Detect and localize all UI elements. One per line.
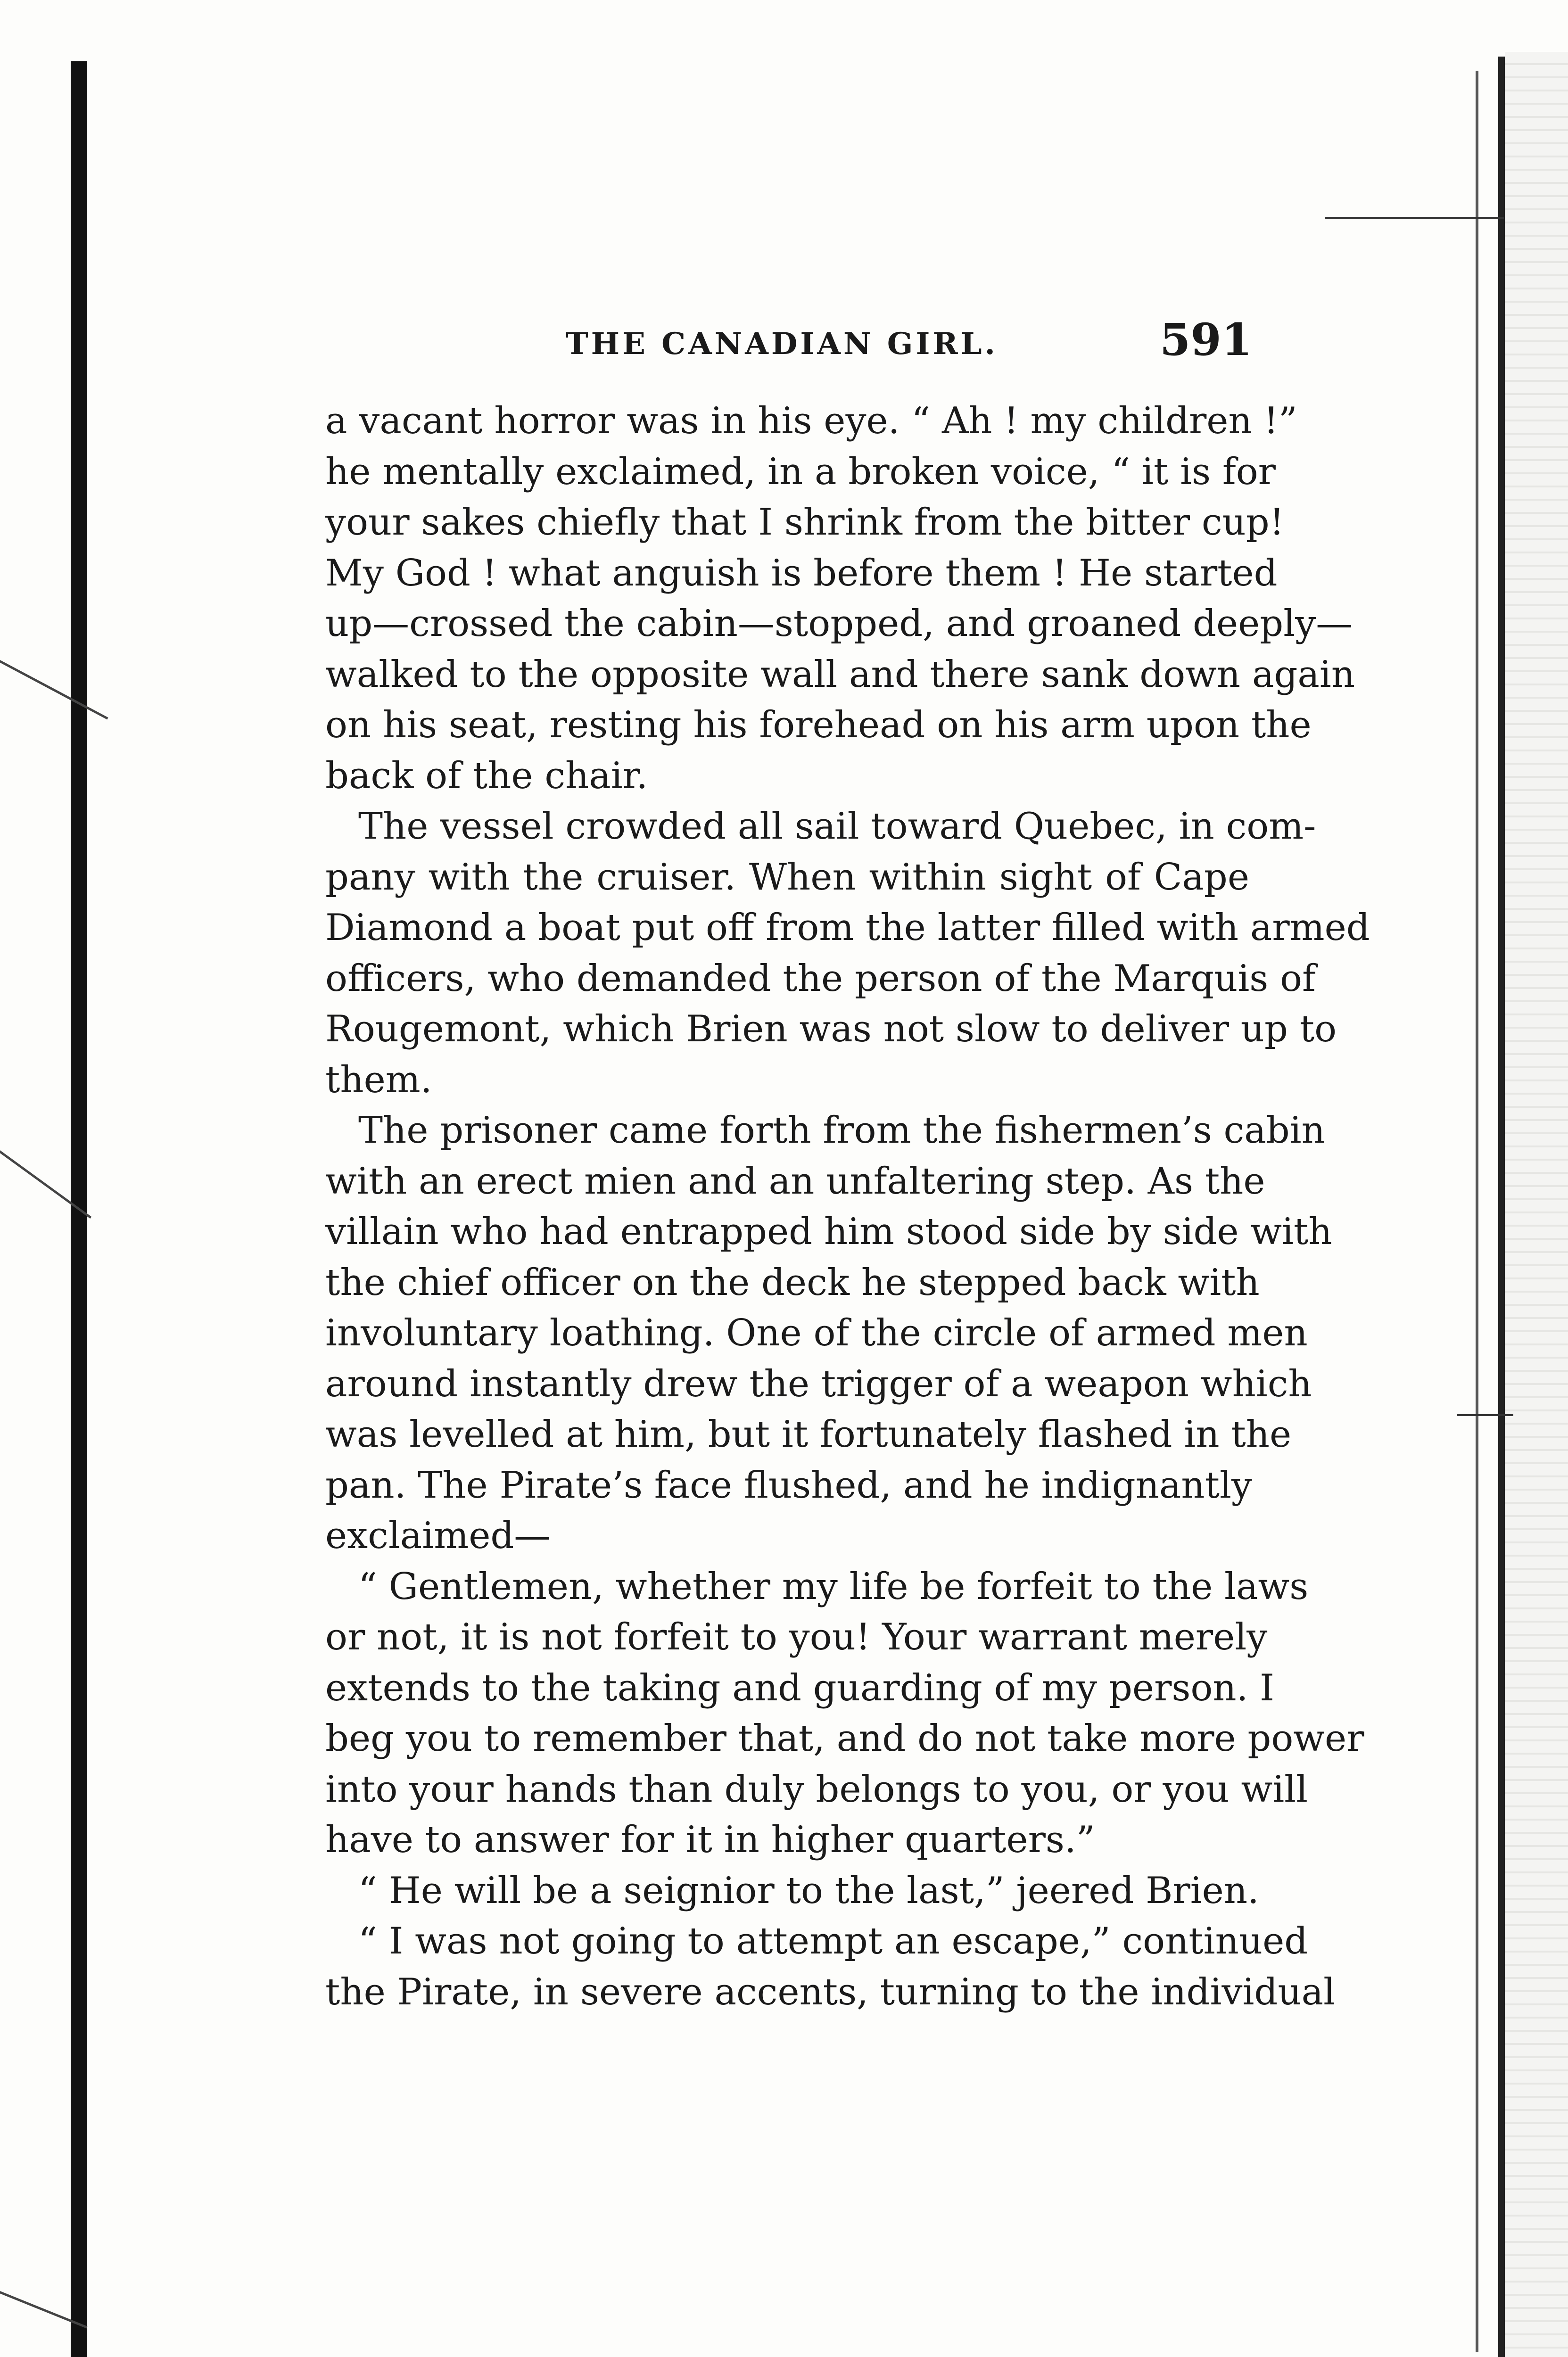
text-line: a vacant horror was in his eye. “ Ah ! my children !”	[325, 400, 1297, 442]
text-line: My God ! what anguish is before them ! He started	[325, 552, 1278, 594]
text-line: on his seat, resting his forehead on his arm upon the	[325, 704, 1312, 746]
text-line: The vessel crowded all sail toward Quebec, in com-	[358, 805, 1316, 848]
text-line: he mentally exclaimed, in a broken voice, “ it is for	[325, 450, 1276, 493]
text-line: pan. The Pirate’s face flushed, and he indignantly	[325, 1464, 1252, 1507]
text-line: “ He will be a seignior to the last,” jeered Brien.	[358, 1869, 1259, 1912]
scan-artifact-line	[1457, 1414, 1513, 1416]
text-line: the chief officer on the deck he stepped back with	[325, 1261, 1260, 1304]
body-text	[325, 396, 1370, 2018]
text-line: officers, who demanded the person of the Marquis of	[325, 957, 1316, 1000]
text-line: around instantly drew the trigger of a weapon which	[325, 1362, 1312, 1405]
text-line: villain who had entrapped him stood side by side with	[325, 1211, 1332, 1253]
text-line: walked to the opposite wall and there sank down again	[325, 653, 1355, 696]
text-line: Rougemont, which Brien was not slow to deliver up to	[325, 1008, 1337, 1050]
scan-artifact-line	[1325, 217, 1504, 219]
text-line: them.	[325, 1058, 432, 1101]
page-edge-stack	[1505, 52, 1568, 2357]
page-edge-line	[1476, 71, 1478, 2352]
text-line: pany with the cruiser. When within sight of Cape	[325, 856, 1249, 898]
text-line: up—crossed the cabin—stopped, and groaned deeply—	[325, 602, 1353, 645]
scan-artifact-line	[0, 660, 108, 719]
running-title: THE CANADIAN GIRL.	[566, 326, 998, 362]
text-line: with an erect mien and an unfaltering step. As the	[325, 1160, 1265, 1203]
text-line: beg you to remember that, and do not take more power	[325, 1717, 1364, 1760]
page-edge-border	[1498, 57, 1505, 2357]
text-line: “ Gentlemen, whether my life be forfeit to the laws	[358, 1565, 1309, 1608]
text-line: exclaimed—	[325, 1515, 551, 1557]
text-line: or not, it is not forfeit to you! Your warrant merely	[325, 1616, 1268, 1658]
page-number: 591	[1160, 314, 1253, 366]
text-line: have to answer for it in higher quarters.”	[325, 1819, 1095, 1861]
text-line: was levelled at him, but it fortunately flashed in the	[325, 1413, 1292, 1456]
text-line: The prisoner came forth from the fishermen’s cabin	[358, 1109, 1325, 1152]
text-line: into your hands than duly belongs to you, or you will	[325, 1768, 1308, 1811]
page-header	[321, 312, 1263, 369]
text-line: back of the chair.	[325, 754, 648, 797]
text-line: the Pirate, in severe accents, turning to the individual	[325, 1970, 1336, 2013]
text-line: Diamond a boat put off from the latter filled with armed	[325, 907, 1370, 949]
text-line: “ I was not going to attempt an escape,” continued	[358, 1920, 1308, 1962]
text-line: your sakes chiefly that I shrink from the bitter cup!	[325, 501, 1285, 544]
text-line: extends to the taking and guarding of my person. I	[325, 1666, 1274, 1709]
text-line: involuntary loathing. One of the circle of armed men	[325, 1312, 1308, 1354]
